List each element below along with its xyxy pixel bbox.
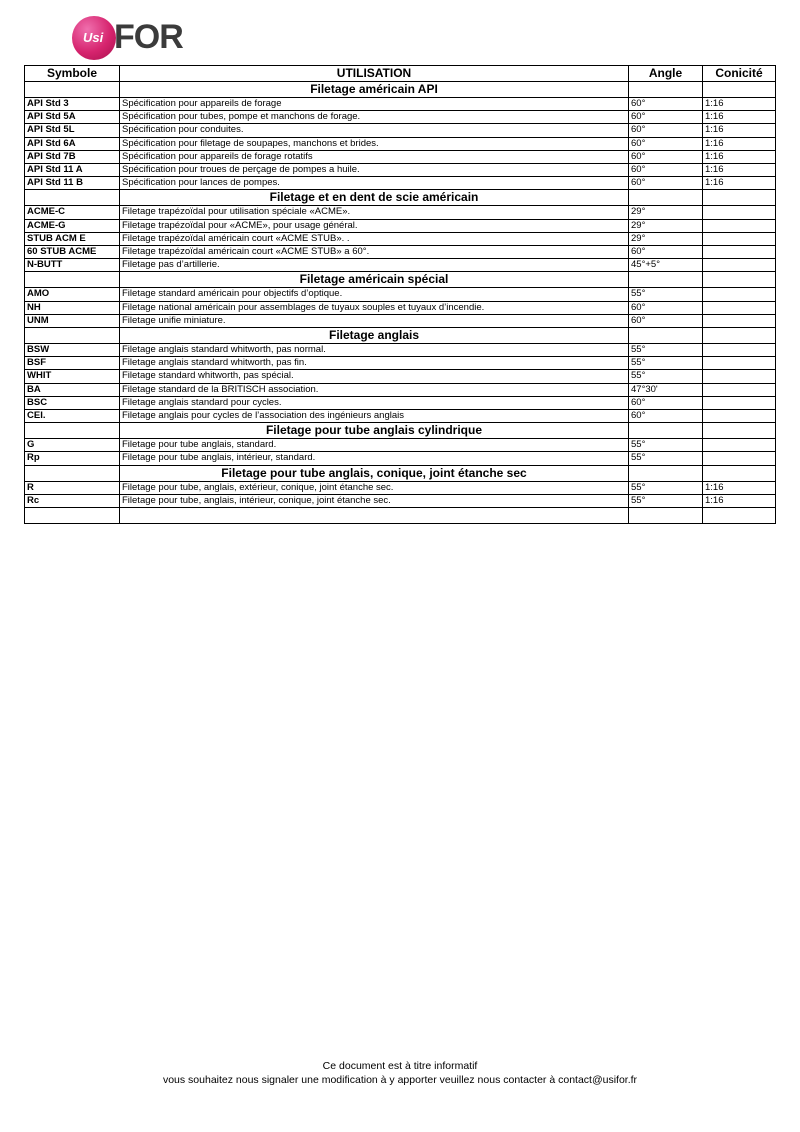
cell-utilisation: Filetage anglais pour cycles de l’association des ingénieurs anglais xyxy=(120,410,629,423)
cell-utilisation: Filetage unifie miniature. xyxy=(120,314,629,327)
cell-angle: 29° xyxy=(629,219,703,232)
cell-symbole: ACME-C xyxy=(25,206,120,219)
cell-symbole: API Std 5L xyxy=(25,124,120,137)
section-empty-cell xyxy=(25,328,120,344)
cell-symbole: Rc xyxy=(25,494,120,507)
cell-conicite xyxy=(703,232,776,245)
cell-conicite xyxy=(703,452,776,465)
cell-angle: 60° xyxy=(629,177,703,190)
cell-conicite: 1:16 xyxy=(703,481,776,494)
cell-utilisation: Spécification pour appareils de forage xyxy=(120,98,629,111)
cell-symbole: N-BUTT xyxy=(25,259,120,272)
section-title: Filetage américain spécial xyxy=(120,272,629,288)
cell-conicite xyxy=(703,259,776,272)
cell-symbole: API Std 6A xyxy=(25,137,120,150)
cell-angle: 55° xyxy=(629,452,703,465)
cell-symbole: API Std 3 xyxy=(25,98,120,111)
cell-conicite: 1:16 xyxy=(703,124,776,137)
footer xyxy=(0,1059,800,1087)
cell-utilisation: Filetage pas d’artillerie. xyxy=(120,259,629,272)
table-row xyxy=(25,219,776,232)
cell-symbole: G xyxy=(25,439,120,452)
cell-angle: 55° xyxy=(629,344,703,357)
table-row xyxy=(25,370,776,383)
cell-symbole: Rp xyxy=(25,452,120,465)
footer-line-1: Ce document est à titre informatif xyxy=(322,1060,478,1072)
cell-conicite: 1:16 xyxy=(703,111,776,124)
table-row xyxy=(25,232,776,245)
cell-conicite xyxy=(703,219,776,232)
cell-symbole: AMO xyxy=(25,288,120,301)
cell-angle: 55° xyxy=(629,370,703,383)
footer-line-2: vous souhaitez nous signaler une modification à y apporter veuillez nous contacter à contact@usifor.fr xyxy=(162,1074,638,1086)
cell-symbole: ACME-G xyxy=(25,219,120,232)
cell-utilisation: Filetage trapézoïdal pour utilisation spéciale «ACME». xyxy=(120,206,629,219)
cell-symbole: CEI. xyxy=(25,410,120,423)
cell-angle: 55° xyxy=(629,481,703,494)
section-empty-cell xyxy=(25,423,120,439)
cell-utilisation: Filetage pour tube, anglais, extérieur, conique, joint étanche sec. xyxy=(120,481,629,494)
section-empty-cell xyxy=(703,272,776,288)
cell-conicite xyxy=(703,301,776,314)
cell-conicite xyxy=(703,344,776,357)
cell-symbole: BA xyxy=(25,383,120,396)
cell-angle: 55° xyxy=(629,357,703,370)
cell-symbole: WHIT xyxy=(25,370,120,383)
section-row xyxy=(25,190,776,206)
thread-table xyxy=(24,65,776,524)
table-row xyxy=(25,357,776,370)
cell-utilisation: Spécification pour conduites. xyxy=(120,124,629,137)
cell-utilisation: Spécification pour lances de pompes. xyxy=(120,177,629,190)
cell-symbole: STUB ACM E xyxy=(25,232,120,245)
header-conicite: Conicité xyxy=(703,66,776,82)
cell-utilisation: Filetage anglais standard whitworth, pas fin. xyxy=(120,357,629,370)
cell-conicite: 1:16 xyxy=(703,98,776,111)
table-row xyxy=(25,111,776,124)
section-title: Filetage américain API xyxy=(120,82,629,98)
cell-angle: 60° xyxy=(629,111,703,124)
cell-conicite xyxy=(703,410,776,423)
cell-utilisation: Spécification pour tubes, pompe et manchons de forage. xyxy=(120,111,629,124)
cell-conicite: 1:16 xyxy=(703,137,776,150)
table-row xyxy=(25,439,776,452)
table-row xyxy=(25,164,776,177)
header-angle: Angle xyxy=(629,66,703,82)
cell-symbole: UNM xyxy=(25,314,120,327)
table-row xyxy=(25,288,776,301)
section-title: Filetage anglais xyxy=(120,328,629,344)
cell-conicite: 1:16 xyxy=(703,177,776,190)
table-row xyxy=(25,452,776,465)
empty-cell xyxy=(703,508,776,524)
cell-angle: 60° xyxy=(629,150,703,163)
cell-angle: 55° xyxy=(629,494,703,507)
cell-symbole: API Std 11 A xyxy=(25,164,120,177)
section-row xyxy=(25,328,776,344)
section-empty-cell xyxy=(25,190,120,206)
cell-utilisation: Filetage pour tube, anglais, intérieur, conique, joint étanche sec. xyxy=(120,494,629,507)
cell-conicite xyxy=(703,314,776,327)
cell-angle: 60° xyxy=(629,164,703,177)
cell-conicite xyxy=(703,370,776,383)
cell-utilisation: Filetage trapézoïdal américain court «ACME STUB» a 60°. xyxy=(120,246,629,259)
section-empty-cell xyxy=(629,82,703,98)
table-row xyxy=(25,301,776,314)
cell-symbole: API Std 11 B xyxy=(25,177,120,190)
cell-conicite xyxy=(703,246,776,259)
table-row xyxy=(25,383,776,396)
header-symbole: Symbole xyxy=(25,66,120,82)
cell-utilisation: Filetage pour tube anglais, intérieur, standard. xyxy=(120,452,629,465)
cell-symbole: 60 STUB ACME xyxy=(25,246,120,259)
cell-conicite xyxy=(703,357,776,370)
cell-conicite xyxy=(703,206,776,219)
table-row xyxy=(25,259,776,272)
table-row xyxy=(25,410,776,423)
section-empty-cell xyxy=(629,423,703,439)
cell-utilisation: Filetage trapézoïdal pour «ACME», pour usage général. xyxy=(120,219,629,232)
table-row xyxy=(25,137,776,150)
cell-utilisation: Filetage national américain pour assemblages de tuyaux souples et tuyaux d’incendie. xyxy=(120,301,629,314)
section-row xyxy=(25,82,776,98)
cell-utilisation: Filetage standard américain pour objectifs d’optique. xyxy=(120,288,629,301)
cell-utilisation: Filetage anglais standard whitworth, pas normal. xyxy=(120,344,629,357)
empty-row xyxy=(25,508,776,524)
section-title: Filetage pour tube anglais, conique, joint étanche sec xyxy=(120,465,629,481)
section-empty-cell xyxy=(703,423,776,439)
table-row xyxy=(25,98,776,111)
table-row xyxy=(25,177,776,190)
cell-conicite: 1:16 xyxy=(703,494,776,507)
section-empty-cell xyxy=(25,465,120,481)
cell-utilisation: Spécification pour filetage de soupapes, manchons et brides. xyxy=(120,137,629,150)
cell-utilisation: Filetage trapézoïdal américain court «ACME STUB». . xyxy=(120,232,629,245)
cell-symbole: NH xyxy=(25,301,120,314)
cell-utilisation: Filetage pour tube anglais, standard. xyxy=(120,439,629,452)
logo-for-text: FOR xyxy=(114,18,183,56)
table-row xyxy=(25,344,776,357)
section-empty-cell xyxy=(703,465,776,481)
cell-utilisation: Spécification pour troues de perçage de pompes a huile. xyxy=(120,164,629,177)
section-empty-cell xyxy=(629,328,703,344)
cell-utilisation: Filetage standard de la BRITISCH association. xyxy=(120,383,629,396)
cell-angle: 55° xyxy=(629,439,703,452)
table-header-row xyxy=(25,66,776,82)
table-body xyxy=(25,82,776,524)
table-row xyxy=(25,246,776,259)
cell-symbole: API Std 5A xyxy=(25,111,120,124)
cell-utilisation: Spécification pour appareils de forage rotatifs xyxy=(120,150,629,163)
cell-angle: 60° xyxy=(629,314,703,327)
cell-angle: 60° xyxy=(629,124,703,137)
section-row xyxy=(25,423,776,439)
cell-angle: 47°30' xyxy=(629,383,703,396)
cell-utilisation: Filetage anglais standard pour cycles. xyxy=(120,396,629,409)
cell-symbole: BSW xyxy=(25,344,120,357)
section-empty-cell xyxy=(629,465,703,481)
section-title: Filetage pour tube anglais cylindrique xyxy=(120,423,629,439)
section-empty-cell xyxy=(25,272,120,288)
section-empty-cell xyxy=(703,190,776,206)
table-row xyxy=(25,396,776,409)
cell-angle: 60° xyxy=(629,396,703,409)
cell-angle: 29° xyxy=(629,232,703,245)
cell-angle: 60° xyxy=(629,410,703,423)
empty-cell xyxy=(629,508,703,524)
cell-symbole: R xyxy=(25,481,120,494)
section-empty-cell xyxy=(703,82,776,98)
empty-cell xyxy=(120,508,629,524)
section-row xyxy=(25,272,776,288)
cell-angle: 45°+5° xyxy=(629,259,703,272)
section-empty-cell xyxy=(25,82,120,98)
cell-utilisation: Filetage standard whitworth, pas spécial. xyxy=(120,370,629,383)
usifor-logo xyxy=(72,14,182,60)
cell-conicite xyxy=(703,288,776,301)
cell-angle: 60° xyxy=(629,137,703,150)
cell-conicite xyxy=(703,439,776,452)
cell-angle: 60° xyxy=(629,246,703,259)
cell-conicite: 1:16 xyxy=(703,164,776,177)
header-utilisation: UTILISATION xyxy=(120,66,629,82)
section-empty-cell xyxy=(629,272,703,288)
cell-conicite xyxy=(703,396,776,409)
cell-conicite xyxy=(703,383,776,396)
section-empty-cell xyxy=(629,190,703,206)
cell-angle: 60° xyxy=(629,98,703,111)
cell-symbole: BSC xyxy=(25,396,120,409)
table-row xyxy=(25,150,776,163)
section-row xyxy=(25,465,776,481)
section-title: Filetage et en dent de scie américain xyxy=(120,190,629,206)
cell-angle: 60° xyxy=(629,301,703,314)
cell-symbole: API Std 7B xyxy=(25,150,120,163)
table-row xyxy=(25,494,776,507)
cell-symbole: BSF xyxy=(25,357,120,370)
cell-conicite: 1:16 xyxy=(703,150,776,163)
table-row xyxy=(25,481,776,494)
table-row xyxy=(25,124,776,137)
cell-angle: 55° xyxy=(629,288,703,301)
table-row xyxy=(25,206,776,219)
cell-angle: 29° xyxy=(629,206,703,219)
logo-usi-text: Usi xyxy=(83,30,104,45)
table-row xyxy=(25,314,776,327)
section-empty-cell xyxy=(703,328,776,344)
empty-cell xyxy=(25,508,120,524)
